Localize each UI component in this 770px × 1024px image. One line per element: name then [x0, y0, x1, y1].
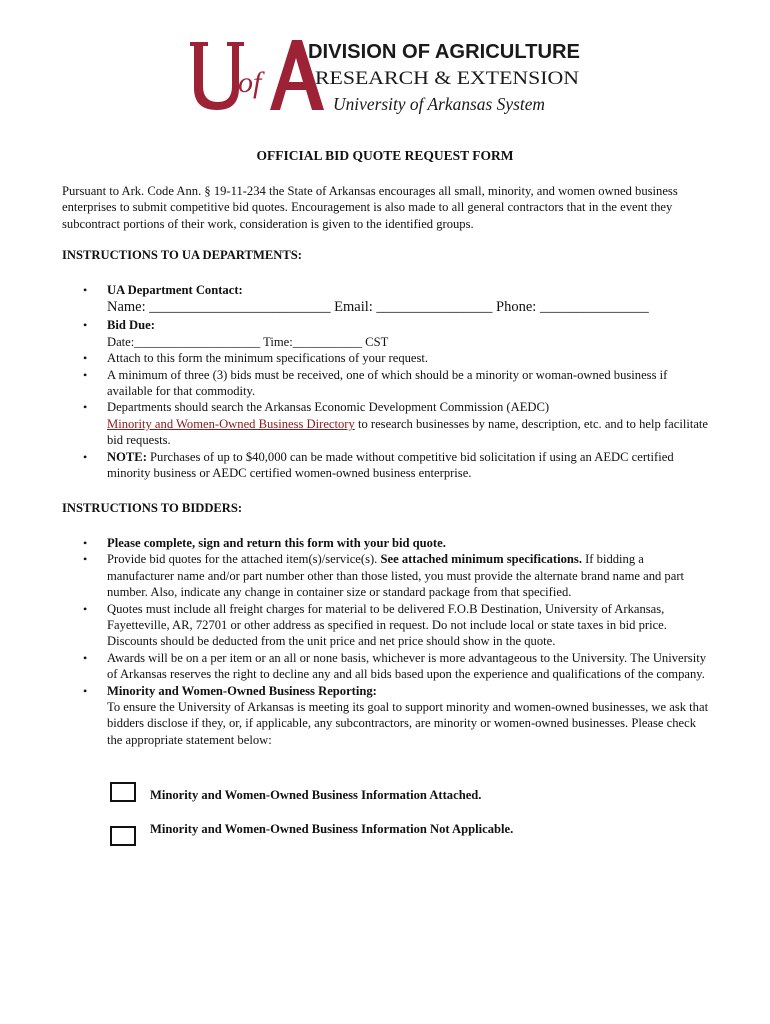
- list-item: [62, 449, 712, 482]
- note-label: NOTE:: [107, 449, 147, 464]
- logo-line-3: University of Arkansas System: [333, 94, 545, 114]
- aedc-instruction-suffix: to research businesses by name, description, etc. and to help facilitate bid requests.: [107, 416, 708, 448]
- list-item: [62, 367, 712, 400]
- list-item: [62, 650, 712, 683]
- note-text: Purchases of up to $40,000 can be made without competitive bid solicitation if using an AEDC certified minority business or AEDC certified women-owned business enterprise.: [107, 449, 674, 481]
- aedc-instruction: Departments should search the Arkansas Economic Development Commission (AEDC): [107, 400, 550, 415]
- minimum-bids-instruction: A minimum of three (3) bids must be received, one of which should be a minority or woman-owned business if available for that commodity.: [107, 367, 668, 399]
- list-item: [62, 282, 712, 317]
- attached-checkbox[interactable]: [110, 782, 136, 802]
- departments-instructions: [62, 282, 712, 481]
- logo-line-2: RESEARCH & EXTENSION: [315, 68, 580, 89]
- checkbox-row-attached: [110, 782, 481, 803]
- list-item: [62, 683, 712, 749]
- bidders-heading: INSTRUCTIONS TO BIDDERS:: [62, 501, 243, 515]
- list-item: [62, 399, 712, 448]
- list-item: [62, 551, 712, 600]
- provide-instruction: Provide bid quotes for the attached item(s)/service(s).: [107, 552, 381, 567]
- freight-instruction: Quotes must include all freight charges for material to be delivered F.O.B Destination, University of Arkansas, Fayetteville, AR, 72701 or other address as specified in request. Do not include local or state taxes in bid price. Discounts should be deducted from the unit price and net price should show in the quote.: [107, 601, 667, 649]
- contact-label: UA Department Contact:: [107, 283, 243, 297]
- reporting-label: Minority and Women-Owned Business Reporting:: [107, 683, 377, 698]
- list-item: [62, 601, 712, 650]
- intro-paragraph: Pursuant to Ark. Code Ann. § 19-11-234 the State of Arkansas encourages all small, minority, and women owned business enterprises to submit competitive bid quotes. Encouragement is also made to all general contractors that in the event they subcontract portions of their work, consideration is given to the identified groups.: [62, 184, 678, 231]
- list-item: [62, 350, 712, 366]
- logo-line-1: DIVISION OF AGRICULTURE: [308, 41, 580, 63]
- bid-due-fields[interactable]: Date:____________________ Time:___________ CST: [107, 334, 389, 349]
- not-applicable-label: Minority and Women-Owned Business Information Not Applicable.: [150, 822, 514, 836]
- ua-division-logo: [182, 36, 582, 118]
- contact-fields[interactable]: Name: _________________________ Email: ________________ Phone: _______________: [107, 299, 649, 316]
- reporting-text: To ensure the University of Arkansas is meeting its goal to support minority and women-owned businesses, we ask that bidders disclose if they, or, if applicable, any subcontractors, are minority or women-owned businesses. Please check the appropriate statement below:: [107, 700, 709, 747]
- logo-graphic: [182, 36, 582, 118]
- attach-instruction: Attach to this form the minimum specifications of your request.: [107, 351, 429, 366]
- aedc-directory-link[interactable]: Minority and Women-Owned Business Directory: [107, 416, 355, 431]
- attached-label: Minority and Women-Owned Business Information Attached.: [150, 788, 482, 802]
- list-item: [62, 317, 712, 350]
- awards-instruction: Awards will be on a per item or an all or none basis, whichever is more advantageous to the University. The University of Arkansas reserves the right to decline any and all bids based upon the experience and qualifications of the company.: [107, 650, 706, 682]
- logo-u-letter: [190, 42, 244, 110]
- departments-heading: INSTRUCTIONS TO UA DEPARTMENTS:: [62, 248, 302, 262]
- bid-due-label: Bid Due:: [107, 318, 155, 333]
- list-item: [62, 535, 712, 551]
- provide-instruction-suffix: If bidding a manufacturer name and/or part number other than those listed, you must provide the alternate brand name and part number. Also, indicate any change in container size or standard package from that specified.: [107, 552, 685, 600]
- logo-of-text: of: [238, 66, 262, 99]
- complete-instruction: Please complete, sign and return this form with your bid quote.: [107, 536, 446, 550]
- provide-specs-bold: See attached minimum specifications.: [380, 552, 582, 567]
- bidders-instructions: [62, 535, 712, 748]
- checkbox-row-not-applicable: [110, 822, 513, 846]
- not-applicable-checkbox[interactable]: [110, 826, 136, 846]
- page-title: OFFICIAL BID QUOTE REQUEST FORM: [256, 148, 514, 163]
